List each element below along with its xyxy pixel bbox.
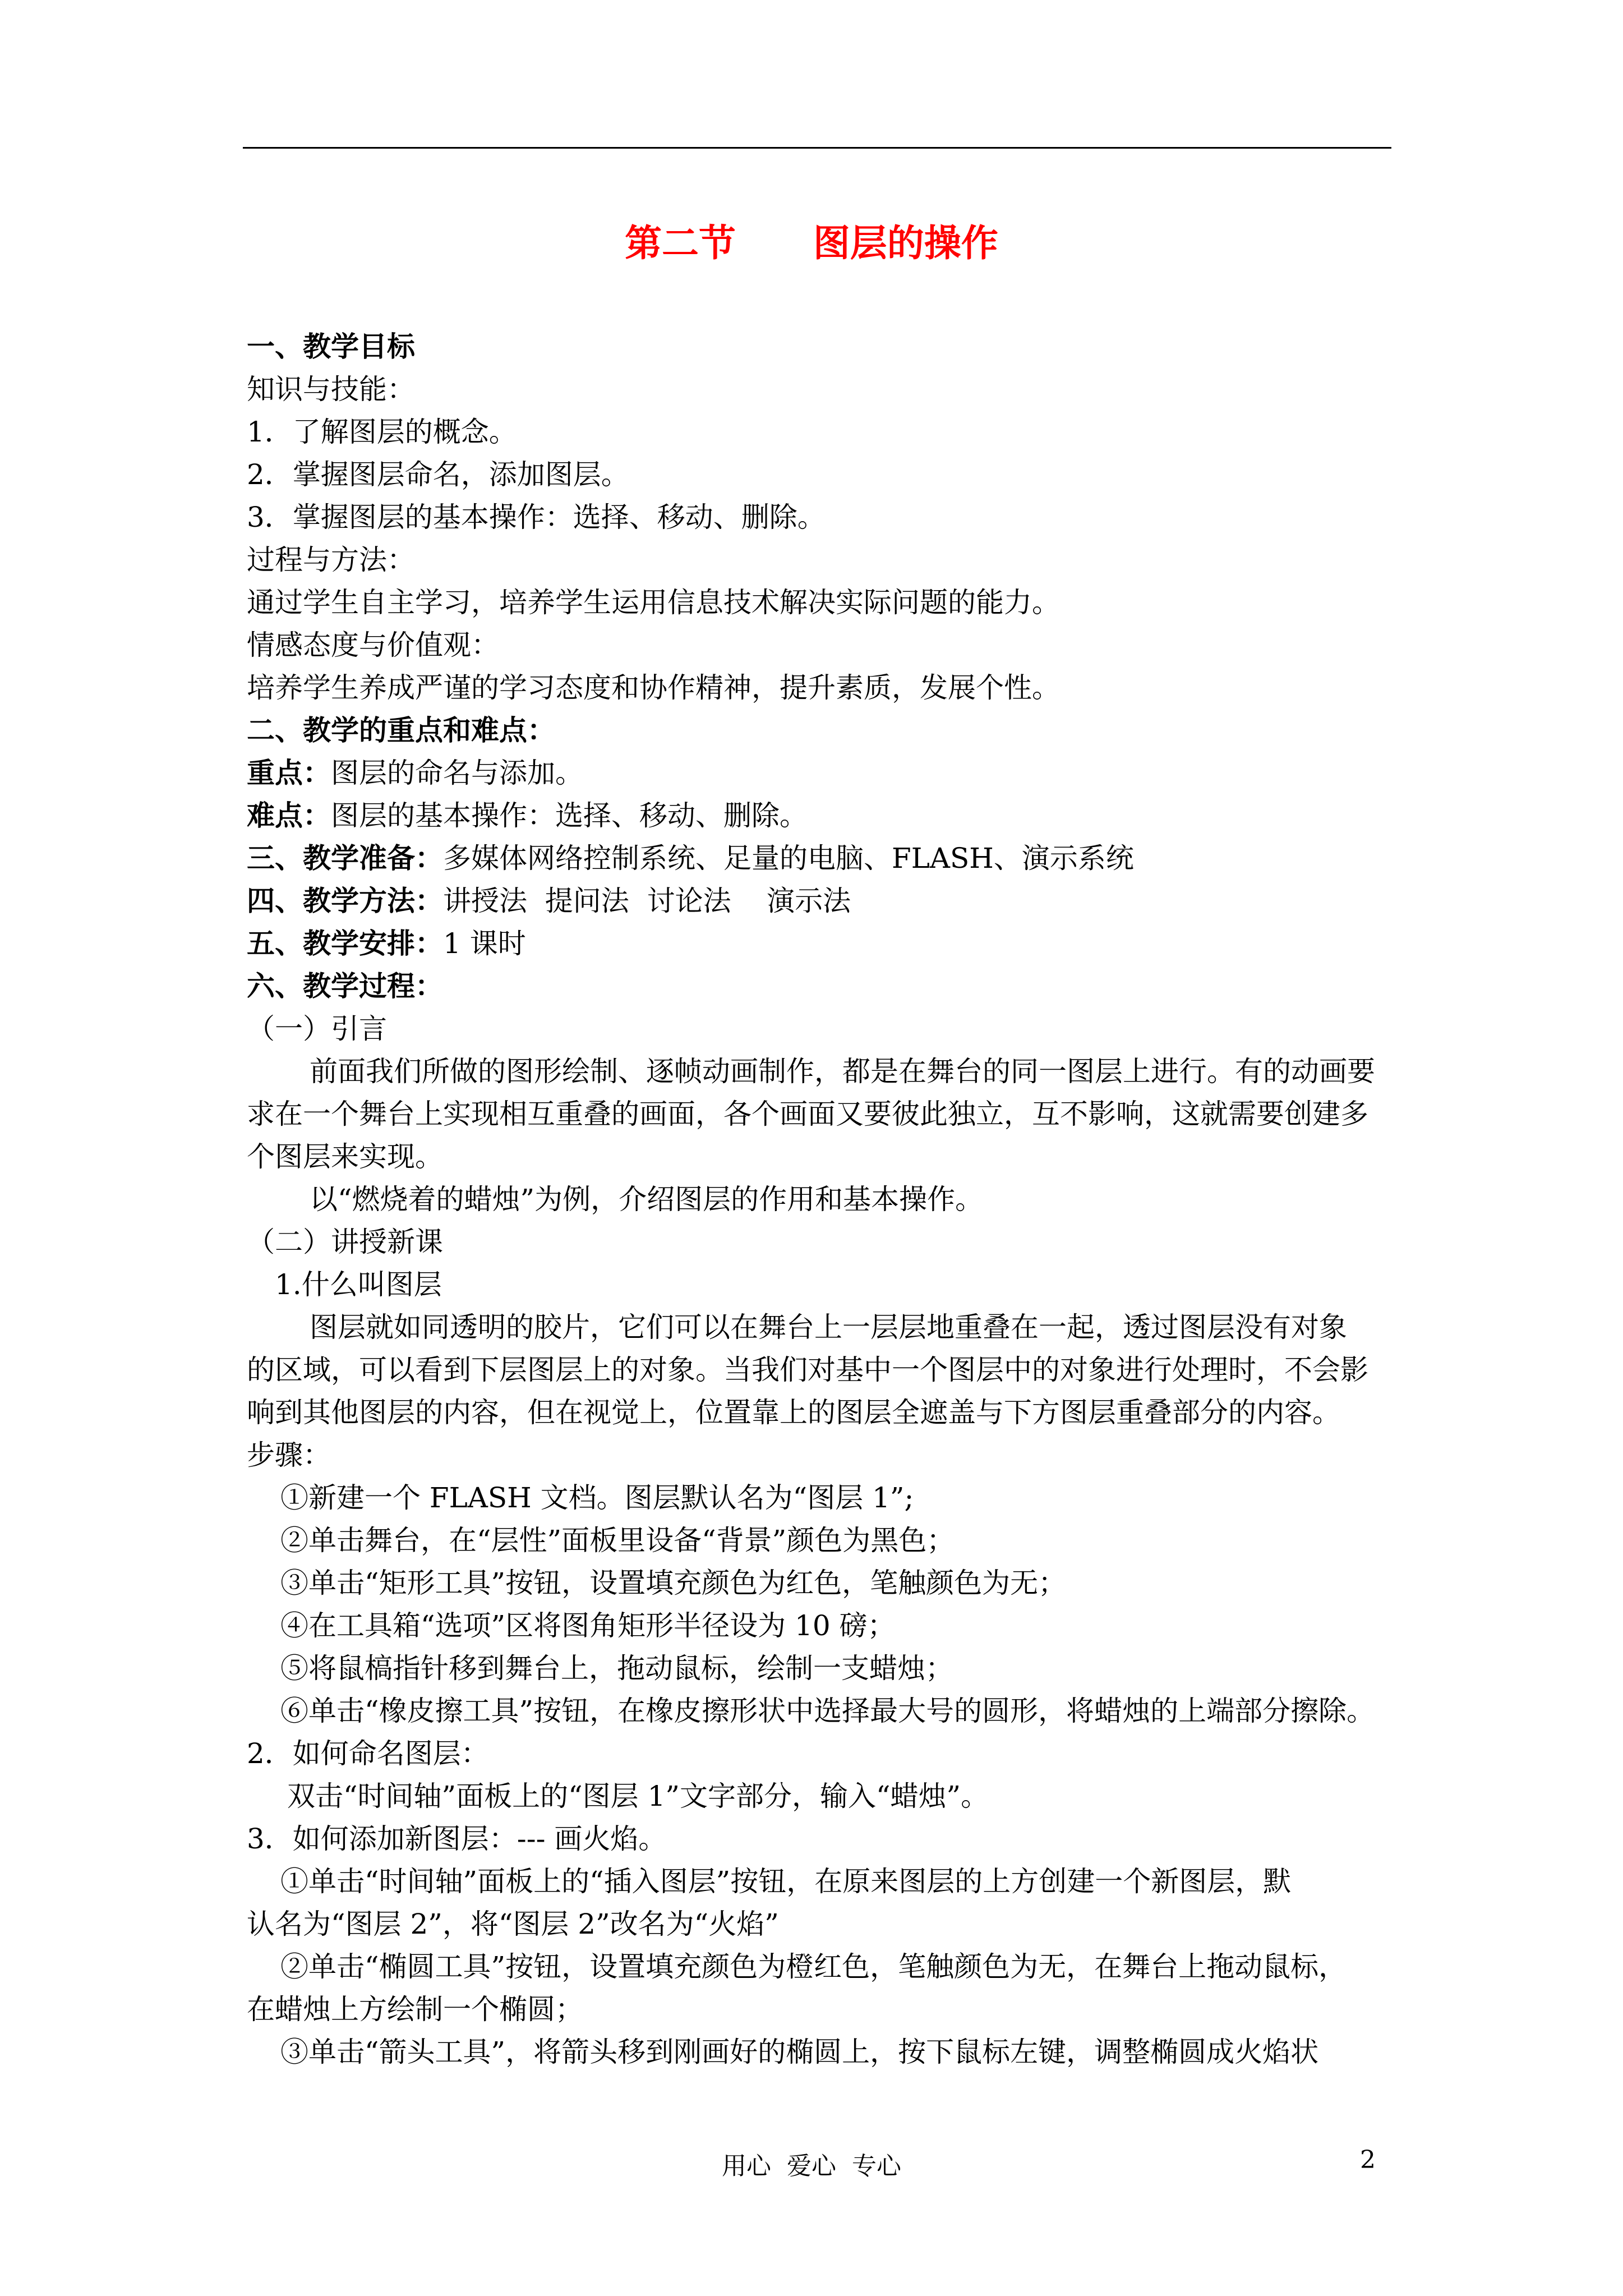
process-text: 通过学生自主学习，培养学生运用信息技术解决实际问题的能力。	[247, 586, 1060, 619]
schedule-label: 五、教学安排：	[247, 927, 443, 960]
footer-motto: 用心 爱心 专心	[722, 2152, 901, 2180]
method-text: 讲授法 提问法 讨论法 演示法	[443, 885, 851, 917]
key-text: 图层的命名与添加。	[331, 757, 583, 789]
difficult-point-line	[247, 794, 1396, 837]
knowledge-item: 2．掌握图层命名，添加图层。	[247, 458, 629, 491]
intro-heading: （一）引言	[247, 1013, 387, 1045]
diff-text: 图层的基本操作：选择、移动、删除。	[331, 799, 808, 832]
knowledge-item: 1．了解图层的概念。	[247, 416, 517, 448]
page-title: 第二节 图层的操作	[625, 221, 998, 265]
what-paragraph-line: 响到其他图层的内容，但在视觉上，位置靠上的图层全遮盖与下方图层重叠部分的内容。	[247, 1396, 1340, 1429]
prep-label: 三、教学准备：	[247, 841, 443, 875]
emotion-label: 情感态度与价值观：	[247, 629, 499, 661]
intro-paragraph-line: 求在一个舞台上实现相互重叠的画面，各个画面又要彼此独立，互不影响，这就需要创建多	[247, 1098, 1368, 1130]
emotion-text: 培养学生养成严谨的学习态度和协作精神，提升素质，发展个性。	[247, 671, 1060, 704]
add-paragraph-line: ①单击“时间轴”面板上的“插入图层”按钮，在原来图层的上方创建一个新图层，默	[280, 1865, 1292, 1898]
steps-label: 步骤：	[247, 1439, 331, 1471]
rename-text: 双击“时间轴”面板上的“图层 1”文字部分，输入“蜡烛”。	[287, 1780, 989, 1812]
diff-label: 难点：	[247, 799, 331, 832]
knowledge-label: 知识与技能：	[247, 373, 415, 406]
step-item: ①新建一个 FLASH 文档。图层默认名为“图层 1”;	[280, 1481, 914, 1514]
process-heading: 六、教学过程：	[247, 969, 443, 1002]
intro-example: 以“燃烧着的蜡烛”为例，介绍图层的作用和基本操作。	[310, 1183, 984, 1216]
schedule-text: 1 课时	[443, 927, 526, 960]
step-item: ③单击“矩形工具”按钮，设置填充颜色为红色，笔触颜色为无；	[280, 1567, 1067, 1599]
intro-paragraph-line: 前面我们所做的图形绘制、逐帧动画制作，都是在舞台的同一图层上进行。有的动画要	[310, 1055, 1375, 1088]
add-paragraph-line: 在蜡烛上方绘制一个椭圆；	[247, 1993, 583, 2026]
what-heading: 1.什么叫图层	[275, 1268, 442, 1301]
rename-heading: 2．如何命名图层：	[247, 1737, 489, 1770]
keypoints-heading: 二、教学的重点和难点：	[247, 714, 555, 747]
what-paragraph-line: 图层就如同透明的胶片，它们可以在舞台上一层层地重叠在一起，透过图层没有对象	[310, 1311, 1347, 1343]
prep-text: 多媒体网络控制系统、足量的电脑、FLASH、演示系统	[443, 842, 1134, 875]
what-paragraph-line: 的区域，可以看到下层图层上的对象。当我们对基中一个图层中的对象进行处理时，不会影	[247, 1354, 1368, 1386]
step-item: ④在工具箱“选项”区将图角矩形半径设为 10 磅；	[280, 1609, 896, 1642]
intro-paragraph-line: 个图层来实现。	[247, 1140, 443, 1173]
step-item: ②单击舞台，在“层性”面板里设备“背景”颜色为黑色；	[280, 1524, 955, 1557]
add-paragraph-line: ③单击“箭头工具”，将箭头移到刚画好的椭圆上，按下鼠标左键，调整椭圆成火焰状	[280, 2036, 1319, 2068]
preparation-line	[247, 837, 1396, 880]
add-paragraph-line: 认名为“图层 2”，将“图层 2”改名为“火焰”	[247, 1908, 779, 1940]
method-line	[247, 880, 1396, 922]
add-paragraph-line: ②单击“椭圆工具”按钮，设置填充颜色为橙红色，笔触颜色为无，在舞台上拖动鼠标，	[280, 1950, 1347, 1983]
process-label: 过程与方法：	[247, 544, 415, 576]
new-lesson-heading: （二）讲授新课	[247, 1226, 443, 1258]
schedule-line	[247, 922, 1396, 965]
knowledge-item: 3．掌握图层的基本操作：选择、移动、删除。	[247, 501, 826, 533]
add-heading: 3．如何添加新图层：--- 画火焰。	[247, 1823, 667, 1855]
step-item: ⑥单击“橡皮擦工具”按钮，在橡皮擦形状中选择最大号的圆形，将蜡烛的上端部分擦除。	[280, 1695, 1375, 1727]
header-rule	[243, 147, 1391, 149]
document-body	[247, 325, 1396, 2073]
page-number: 2	[1360, 2146, 1376, 2174]
key-point-line	[247, 752, 1396, 794]
step-item: ⑤将鼠槁指针移到舞台上，拖动鼠标，绘制一支蜡烛；	[280, 1652, 953, 1685]
method-label: 四、教学方法：	[247, 884, 443, 917]
objectives-heading: 一、教学目标	[247, 330, 415, 363]
key-label: 重点：	[247, 756, 331, 789]
